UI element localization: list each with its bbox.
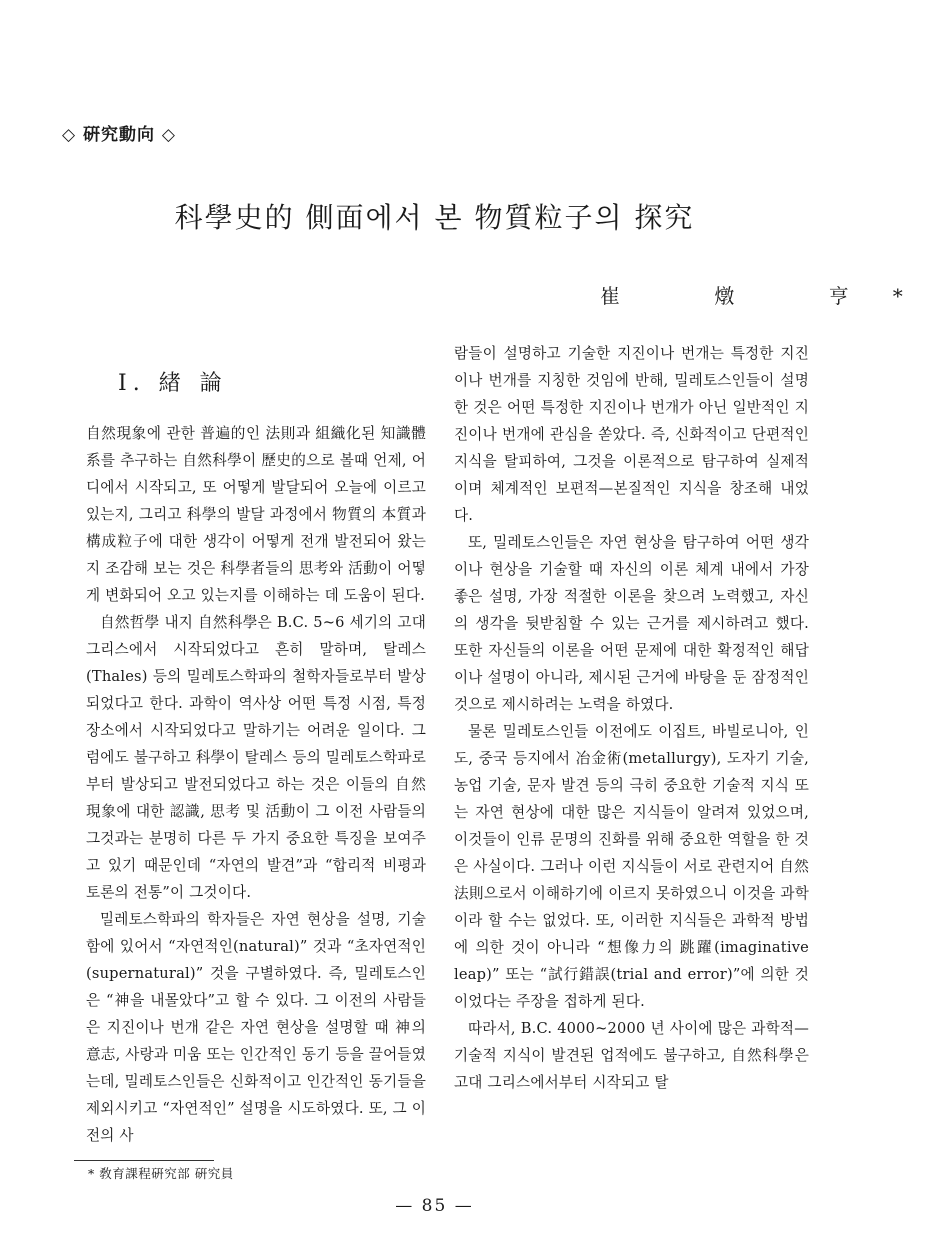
paragraph: 또, 밀레토스인들은 자연 현상을 탐구하여 어떤 생각이나 현상을 기술할 때 자신의 이론 체계 내에서 가장 좋은 설명, 가장 적절한 이론을 찾으려 노력했고, 자신의 생각을 뒷받침할 수 있는 근거를 제시하려고 했다. 또한 자신들의 이론을 어떤 문제에 대한 확정적인 해답이나 설명이 아니라, 제시된 근거에 바탕을 둔 잠정적인 것으로 제시하려는 노력을 하였다. <box>454 534 809 713</box>
article-title: 科學史的 側面에서 본 物質粒子의 探究 <box>174 201 695 234</box>
paragraph: 自然現象에 관한 普遍的인 法則과 組織化된 知識體系를 추구하는 自然科學이 歷史的으로 볼때 언제, 어디에서 시작되고, 또 어떻게 발달되어 오늘에 이르고 있는지, 그리고 科學의 발달 과정에서 物質의 本質과 構成粒子에 대한 생각이 어떻게 전개 발전되어 왔는지 조감해 보는 것은 科學者들의 思考와 活動이 어떻게 변화되어 오고 있는지를 이해하는 데 도움이 된다. <box>86 425 426 604</box>
footnote: * 敎育課程硏究部 硏究員 <box>88 1166 234 1181</box>
page-number: — 85 — <box>395 1196 474 1216</box>
left-column <box>86 420 426 1149</box>
right-column <box>454 340 809 1096</box>
paragraph: 밀레토스학파의 학자들은 자연 현상을 설명, 기술함에 있어서 “자연적인(natural)” 것과 “초자연적인(supernatural)” 것을 구별하였다. 즉, 밀레토스인은 “神을 내몰았다”고 할 수 있다. 그 이전의 사람들은 지진이나 번개 같은 자연 현상을 설명할 때 神의 意志, 사랑과 미움 또는 인간적인 동기 등을 끌어들였는데, 밀레토스인들은 신화적이고 인간적인 동기들을 제외시키고 “자연적인” 설명을 시도하였다. 또, 그 이전의 사 <box>86 911 426 1144</box>
section-heading: I. 緖 論 <box>118 371 228 396</box>
paragraph: 람들이 설명하고 기술한 지진이나 번개는 특정한 지진이나 번개를 지칭한 것임에 반해, 밀레토스인들이 설명한 것은 어떤 특정한 지진이나 번개가 아닌 일반적인 지진이나 번개에 관심을 쏟았다. 즉, 신화적이고 단편적인 지식을 탈피하여, 그것을 이론적으로 탐구하여 실제적이며 체계적인 보편적—본질적인 지식을 창조해 내었다. <box>454 345 809 524</box>
author-name: 崔 燉 亨* <box>600 284 947 308</box>
paragraph: 따라서, B.C. 4000~2000 년 사이에 많은 과학적—기술적 지식이 발견된 업적에도 불구하고, 自然科學은 고대 그리스에서부터 시작되고 탈 <box>454 1020 809 1091</box>
footnote-divider <box>74 1160 214 1161</box>
section-tag: ◇ 硏究動向 ◇ <box>62 125 176 145</box>
paragraph: 물론 밀레토스인들 이전에도 이집트, 바빌로니아, 인도, 중국 등지에서 冶金術(metallurgy), 도자기 기술, 농업 기술, 문자 발견 등의 극히 중요한 기술적 지식 또는 자연 현상에 대한 많은 지식들이 알려져 있었으며, 이것들이 인류 문명의 진화를 위해 중요한 역할을 한 것은 사실이다. 그러나 이런 지식들이 서로 관련지어 自然法則으로서 이해하기에 이르지 못하였으니 이것을 과학이라 할 수는 없었다. 또, 이러한 지식들은 과학적 방법에 의한 것이 아니라 “想像力의 跳躍(imaginative leap)” 또는 “試行錯誤(trial and error)”에 의한 것이었다는 주장을 접하게 된다. <box>454 723 809 1010</box>
paragraph: 自然哲學 내지 自然科學은 B.C. 5~6 세기의 고대 그리스에서 시작되었다고 흔히 말하며, 탈레스(Thales) 등의 밀레토스학파의 철학자들로부터 발상되었다고 한다. 과학이 역사상 어떤 특정 시점, 특정 장소에서 시작되었다고 말하기는 어려운 일이다. 그럼에도 불구하고 科學이 탈레스 등의 밀레토스학파로부터 발상되고 발전되었다고 하는 것은 이들의 自然現象에 대한 認識, 思考 및 活動이 그 이전 사람들의 그것과는 분명히 다른 두 가지 중요한 특징을 보여주고 있기 때문인데 “자연의 발견”과 “합리적 비평과 토론의 전통”이 그것이다. <box>86 614 426 901</box>
